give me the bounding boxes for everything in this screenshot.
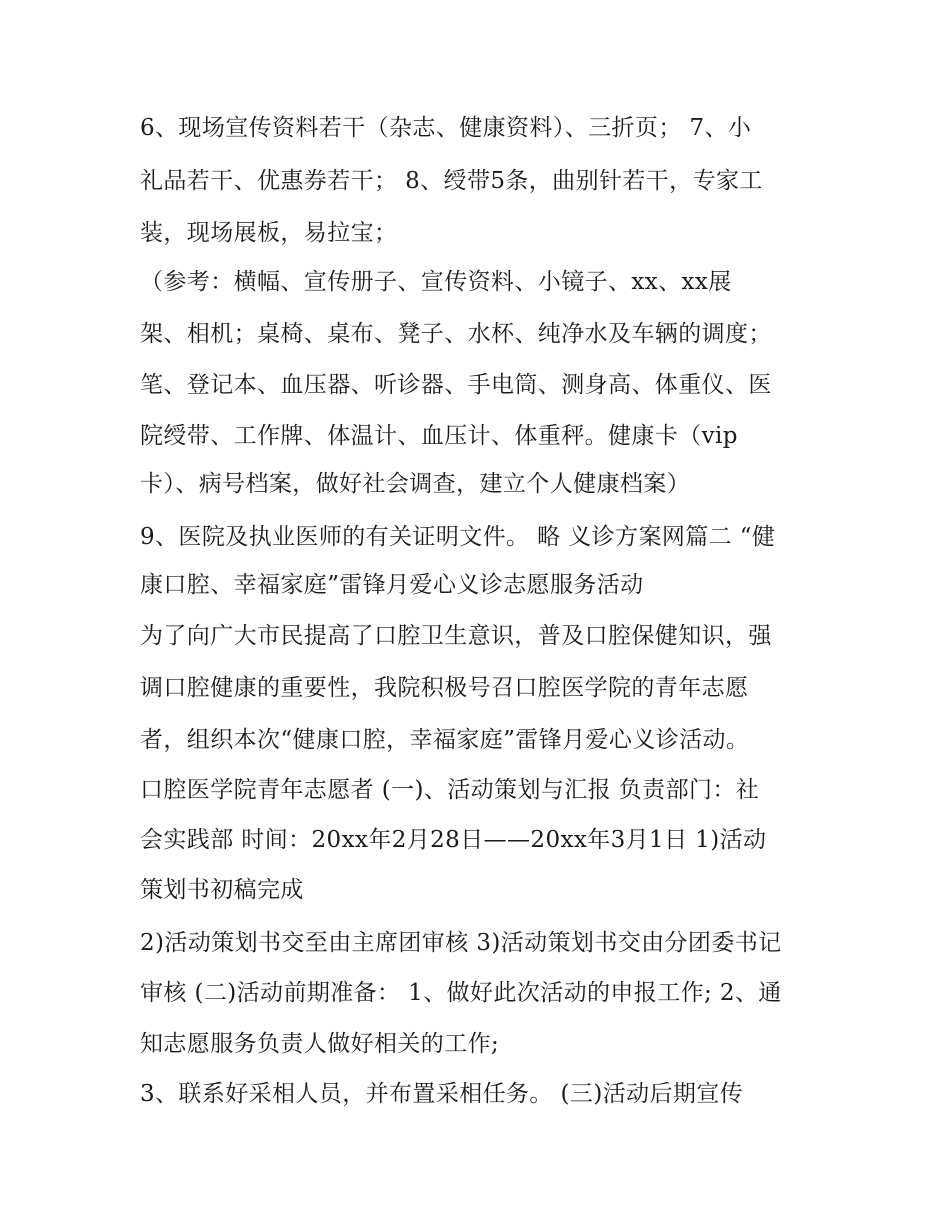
text-line: 会实践部 时间：20xx年2月28日——20xx年3月1日 1)活动 bbox=[140, 827, 767, 853]
text-line: 知志愿服务负责人做好相关的工作; bbox=[140, 1031, 500, 1057]
text-line: 院绶带、工作牌、体温计、血压计、体重秤。健康卡（vip bbox=[140, 423, 738, 449]
text-line: 架、相机；桌椅、桌布、凳子、水杯、纯净水及车辆的调度； bbox=[140, 321, 772, 347]
text-line: 2)活动策划书交至由主席团审核 3)活动策划书交由分团委书记 bbox=[140, 930, 782, 956]
text-line: 策划书初稿完成 bbox=[140, 877, 304, 903]
text-line: 口腔医学院青年志愿者 (一)、活动策划与汇报 负责部门：社 bbox=[140, 777, 760, 803]
text-line: 笔、登记本、血压器、听诊器、手电筒、测身高、体重仪、医 bbox=[140, 372, 772, 398]
text-line: 3、联系好采相人员，并布置采相任务。 (三)活动后期宣传 bbox=[140, 1081, 744, 1107]
text-line: 装，现场展板，易拉宝； bbox=[140, 220, 398, 246]
text-line: 调口腔健康的重要性，我院积极号召口腔医学院的青年志愿 bbox=[140, 675, 749, 701]
text-line: 6、现场宣传资料若干（杂志、健康资料）、三折页； 7、小 bbox=[140, 115, 752, 141]
text-line: 礼品若干、优惠券若干； 8、绶带5条，曲别针若干，专家工 bbox=[140, 168, 763, 194]
text-line: 康口腔、幸福家庭”雷锋月爱心义诊志愿服务活动 bbox=[140, 572, 644, 598]
text-line: 审核 (二)活动前期准备： 1、做好此次活动的申报工作; 2、通 bbox=[140, 980, 782, 1006]
text-line: 为了向广大市民提高了口腔卫生意识，普及口腔保健知识，强 bbox=[140, 623, 772, 649]
text-line: 卡）、病号档案，做好社会调查，建立个人健康档案） bbox=[140, 471, 691, 497]
text-line: 9、医院及执业医师的有关证明文件。 略 义诊方案网篇二 “健 bbox=[140, 524, 776, 550]
text-line: 者，组织本次“健康口腔，幸福家庭”雷锋月爱心义诊活动。 bbox=[140, 727, 750, 753]
text-line: （参考：横幅、宣传册子、宣传资料、小镜子、xx、xx展 bbox=[140, 269, 732, 295]
